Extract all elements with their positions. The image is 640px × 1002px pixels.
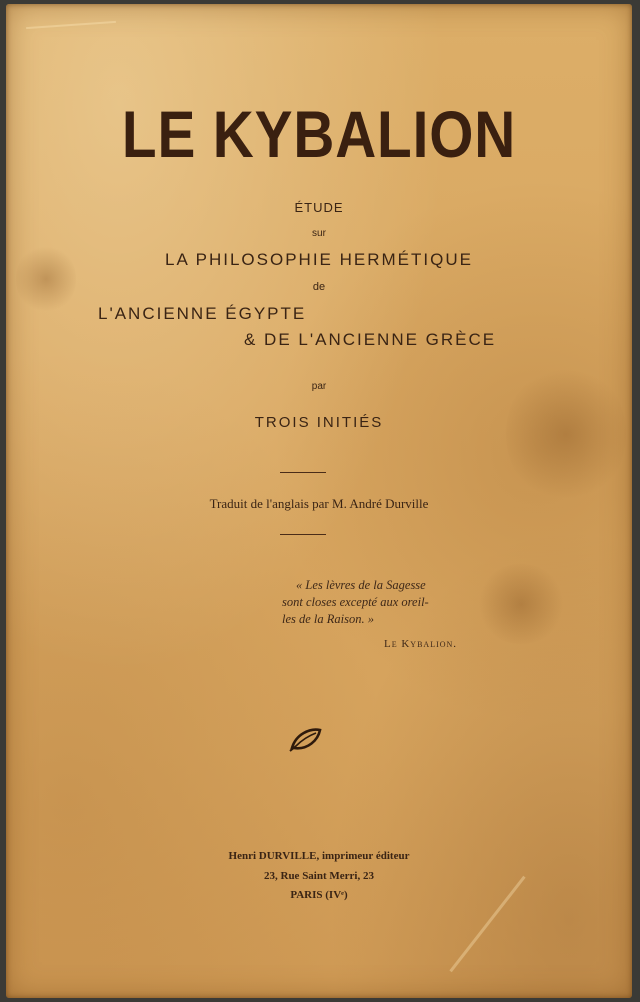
publisher-address: 23, Rue Saint Merri, 23: [264, 870, 374, 882]
subtitle-philosophie: LA PHILOSOPHIE HERMÉTIQUE: [165, 250, 473, 269]
epigraph-line: les de la Raison. »: [282, 612, 375, 626]
book-title: LE KYBALION: [121, 97, 517, 171]
epigraph-line: sont closes excepté aux oreil-: [282, 595, 429, 609]
subtitle-de: de: [312, 281, 326, 293]
subtitle-egypte: L'ANCIENNE ÉGYPTE: [98, 304, 307, 323]
byline-par: par: [311, 381, 327, 392]
divider-top: [280, 472, 326, 473]
epigraph-line: « Les lèvres de la Sagesse: [296, 578, 426, 592]
paper-crease: [26, 21, 116, 29]
book-cover: [6, 4, 632, 998]
epigraph-attribution: Le Kybalion.: [384, 638, 458, 650]
epigraph: [282, 577, 532, 628]
subtitle-grece: & DE L'ANCIENNE GRÈCE: [244, 330, 497, 349]
publisher-city: PARIS (IVᵉ): [290, 889, 348, 901]
subtitle-etude: ÉTUDE: [294, 200, 344, 215]
authors: TROIS INITIÉS: [254, 414, 384, 431]
divider-bottom: [280, 534, 326, 535]
leaf-ornament-icon: [288, 724, 324, 754]
translator-credit: Traduit de l'anglais par M. André Durville: [209, 496, 429, 511]
subtitle-sur: sur: [312, 228, 326, 239]
publisher-line: Henri DURVILLE, imprimeur éditeur: [228, 850, 410, 862]
